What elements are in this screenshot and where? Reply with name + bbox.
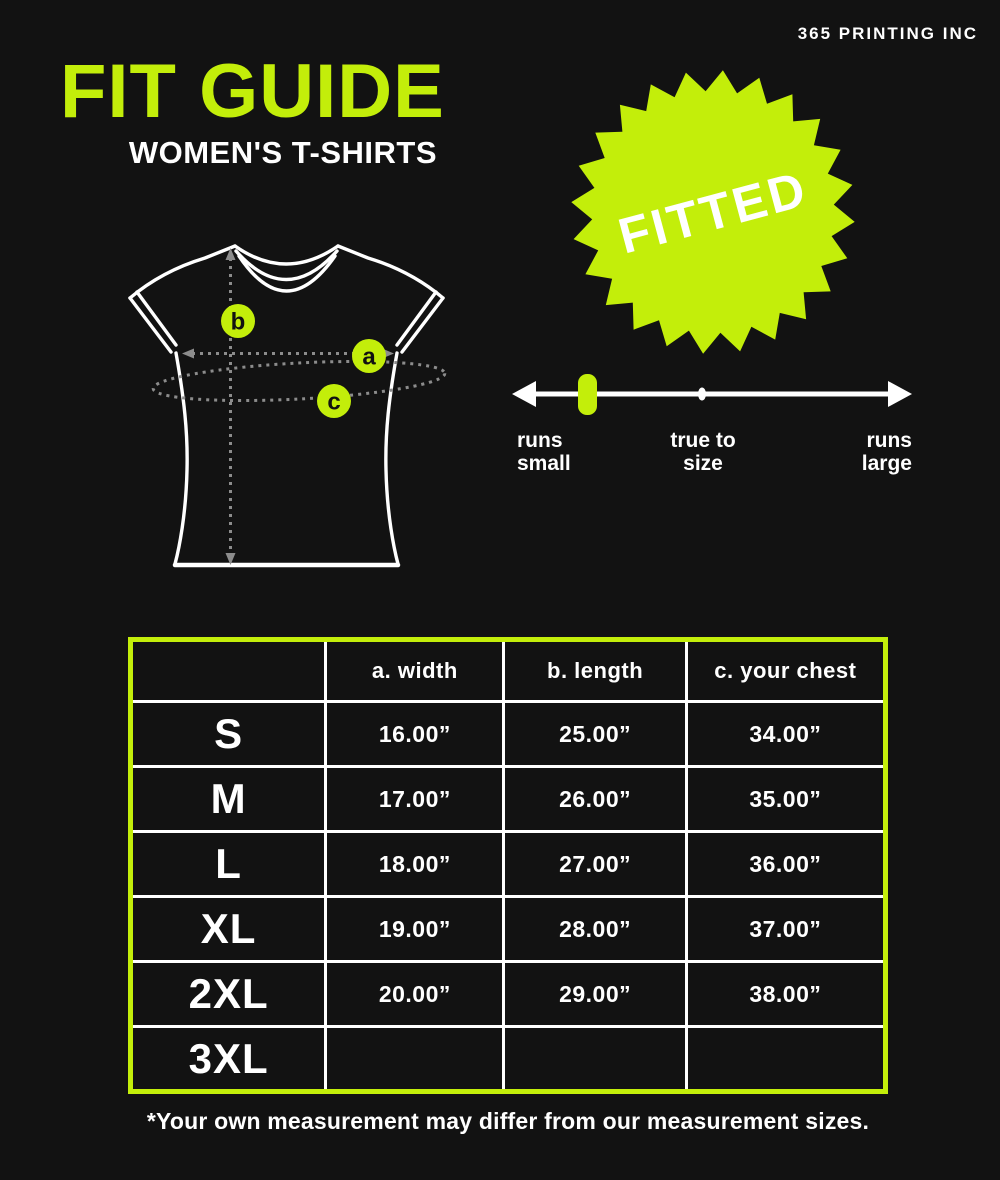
length-value: 25.00” — [504, 702, 686, 767]
marker-a — [352, 339, 386, 373]
header-blank — [131, 640, 326, 702]
width-value — [326, 1027, 504, 1092]
header-chest: c. your chest — [686, 640, 885, 702]
size-table — [128, 637, 888, 1094]
arrow-right-icon — [888, 381, 912, 407]
chest-dotted-ellipse — [152, 355, 445, 406]
chest-value: 37.00” — [686, 897, 885, 962]
fit-scale-marker — [578, 374, 597, 415]
marker-b-letter: b — [230, 308, 246, 336]
size-label: S — [131, 702, 326, 767]
table-row-s — [131, 702, 886, 767]
table-row-3xl — [131, 1027, 886, 1092]
fit-scale — [505, 368, 920, 423]
table-row-2xl — [131, 962, 886, 1027]
measurement-arrowheads — [182, 248, 394, 565]
length-value: 28.00” — [504, 897, 686, 962]
width-value: 17.00” — [326, 767, 504, 832]
true-to-size-dot-icon — [698, 388, 706, 401]
length-value: 27.00” — [504, 832, 686, 897]
size-label: XL — [131, 897, 326, 962]
marker-c-letter: c — [327, 388, 341, 416]
size-label: 2XL — [131, 962, 326, 1027]
badge-label: FITTED — [612, 160, 814, 265]
marker-a-letter: a — [362, 343, 376, 371]
page-title: FIT GUIDE — [60, 49, 445, 134]
chest-value: 36.00” — [686, 832, 885, 897]
size-label: 3XL — [131, 1027, 326, 1092]
fit-scale-arrow — [512, 381, 912, 407]
brand: 365 PRINTING INC — [797, 24, 978, 43]
length-value: 26.00” — [504, 767, 686, 832]
width-value: 19.00” — [326, 897, 504, 962]
page-subtitle: WOMEN'S T-SHIRTS — [128, 135, 437, 170]
scale-label-runs-small: runs small — [517, 429, 571, 475]
header-width: a. width — [326, 640, 504, 702]
tshirt-outline-icon — [130, 246, 443, 565]
footnote: *Your own measurement may differ from our measurement sizes. — [146, 1108, 870, 1134]
fitted-badge — [565, 64, 861, 360]
length-value — [504, 1027, 686, 1092]
measurement-lines — [152, 258, 445, 555]
length-value: 29.00” — [504, 962, 686, 1027]
chest-value: 35.00” — [686, 767, 885, 832]
width-value: 18.00” — [326, 832, 504, 897]
size-label: M — [131, 767, 326, 832]
chest-value: 38.00” — [686, 962, 885, 1027]
size-table-header-row — [131, 640, 886, 702]
marker-c — [317, 384, 351, 418]
chest-value: 34.00” — [686, 702, 885, 767]
size-label: L — [131, 832, 326, 897]
table-row-xl — [131, 897, 886, 962]
table-row-l — [131, 832, 886, 897]
arrow-left-icon — [512, 381, 536, 407]
marker-b — [221, 304, 255, 338]
arrow-left-icon — [182, 349, 194, 359]
scale-label-runs-large: runs large — [861, 429, 912, 475]
table-row-m — [131, 767, 886, 832]
width-value: 16.00” — [326, 702, 504, 767]
chest-value — [686, 1027, 885, 1092]
width-value: 20.00” — [326, 962, 504, 1027]
tshirt-diagram — [110, 228, 470, 588]
scale-label-true-to-size: true to size — [670, 429, 736, 475]
header-length: b. length — [504, 640, 686, 702]
diagram-markers — [221, 304, 386, 418]
